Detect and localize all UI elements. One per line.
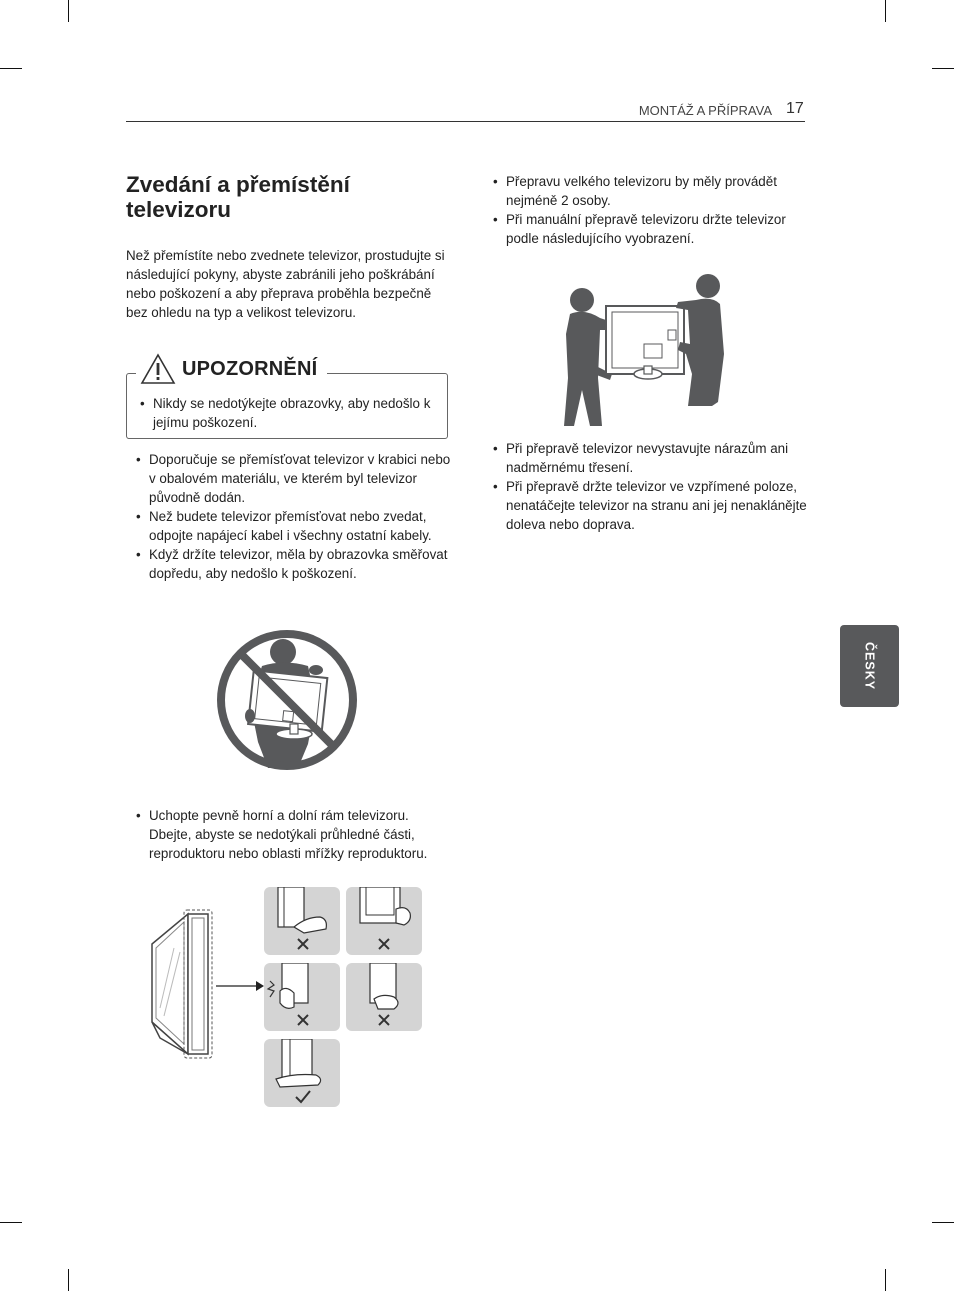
crop-mark — [885, 1269, 886, 1291]
grip-correct-tile — [264, 1039, 340, 1107]
tv-side-profile-illustration — [148, 908, 218, 1060]
crop-mark — [0, 1222, 22, 1223]
grip-wrong-tile-1 — [264, 887, 340, 955]
right-bottom-bullet-list — [493, 439, 808, 534]
crop-mark — [932, 68, 954, 69]
crop-mark — [0, 68, 22, 69]
list-item: • Přepravu velkého televizoru by měly provádět nejméně 2 osoby. — [493, 172, 808, 210]
right-top-bullet-list — [493, 172, 808, 248]
two-person-carry-illustration — [560, 270, 726, 430]
crop-mark — [68, 0, 69, 22]
running-header-section: MONTÁŽ A PŘÍPRAVA — [638, 103, 772, 118]
list-item: • Při manuální přepravě televizoru držte televizor podle následujícího vyobrazení. — [493, 210, 808, 248]
grip-wrong-tile-3 — [264, 963, 340, 1031]
page-number: 17 — [786, 100, 804, 117]
left-bullet-list — [136, 450, 451, 583]
caution-list — [140, 394, 435, 432]
list-item: • Při přepravě držte televizor ve vzpřímené poloze, nenatáčejte televizor na stranu ani jej nenaklánějte doleva nebo doprava. — [493, 477, 808, 534]
list-item: • Při přepravě televizor nevystavujte nárazům ani nadměrnému třesení. — [493, 439, 808, 477]
list-item: • Když držíte televizor, měla by obrazovka směřovat dopředu, aby nedošlo k poškození. — [136, 545, 451, 583]
caution-title: UPOZORNĚNÍ — [182, 357, 318, 380]
list-item: • Než budete televizor přemísťovat nebo zvedat, odpojte napájecí kabel i všechny ostatní kabely. — [136, 507, 451, 545]
warning-icon — [140, 353, 176, 385]
crop-mark — [885, 0, 886, 22]
list-item: • Uchopte pevně horní a dolní rám televizoru. Dbejte, abyste se nedotýkali průhledné části, reproduktoru nebo oblasti mřížky reproduktoru. — [136, 806, 451, 863]
caution-item: • Nikdy se nedotýkejte obrazovky, aby nedošlo k jejímu poškození. — [140, 394, 435, 432]
caution-heading — [136, 349, 327, 389]
crop-mark — [68, 1269, 69, 1291]
grip-wrong-tile-2 — [346, 887, 422, 955]
intro-paragraph: Než přemístíte nebo zvednete televizor, prostudujte si následující pokyny, abyste zabránili jeho poškrábání nebo poškození a aby přeprava proběhla bezpečně bez ohledu na typ a velikost televizoru. — [126, 248, 445, 320]
header-rule — [126, 121, 805, 122]
list-item: • Doporučuje se přemísťovat televizor v krabici nebo v obalovém materiálu, ve kterém byl televizor původně dodán. — [136, 450, 451, 507]
language-label: ČESKY — [862, 641, 877, 691]
language-side-tab — [840, 625, 899, 707]
grip-wrong-tile-4 — [346, 963, 422, 1031]
prohibited-carry-illustration — [212, 626, 362, 776]
grip-bullet-list — [136, 806, 451, 863]
page-title: Zvedání a přemístění televizoru — [126, 172, 350, 222]
crop-mark — [932, 1222, 954, 1223]
arrow-icon — [216, 980, 264, 992]
